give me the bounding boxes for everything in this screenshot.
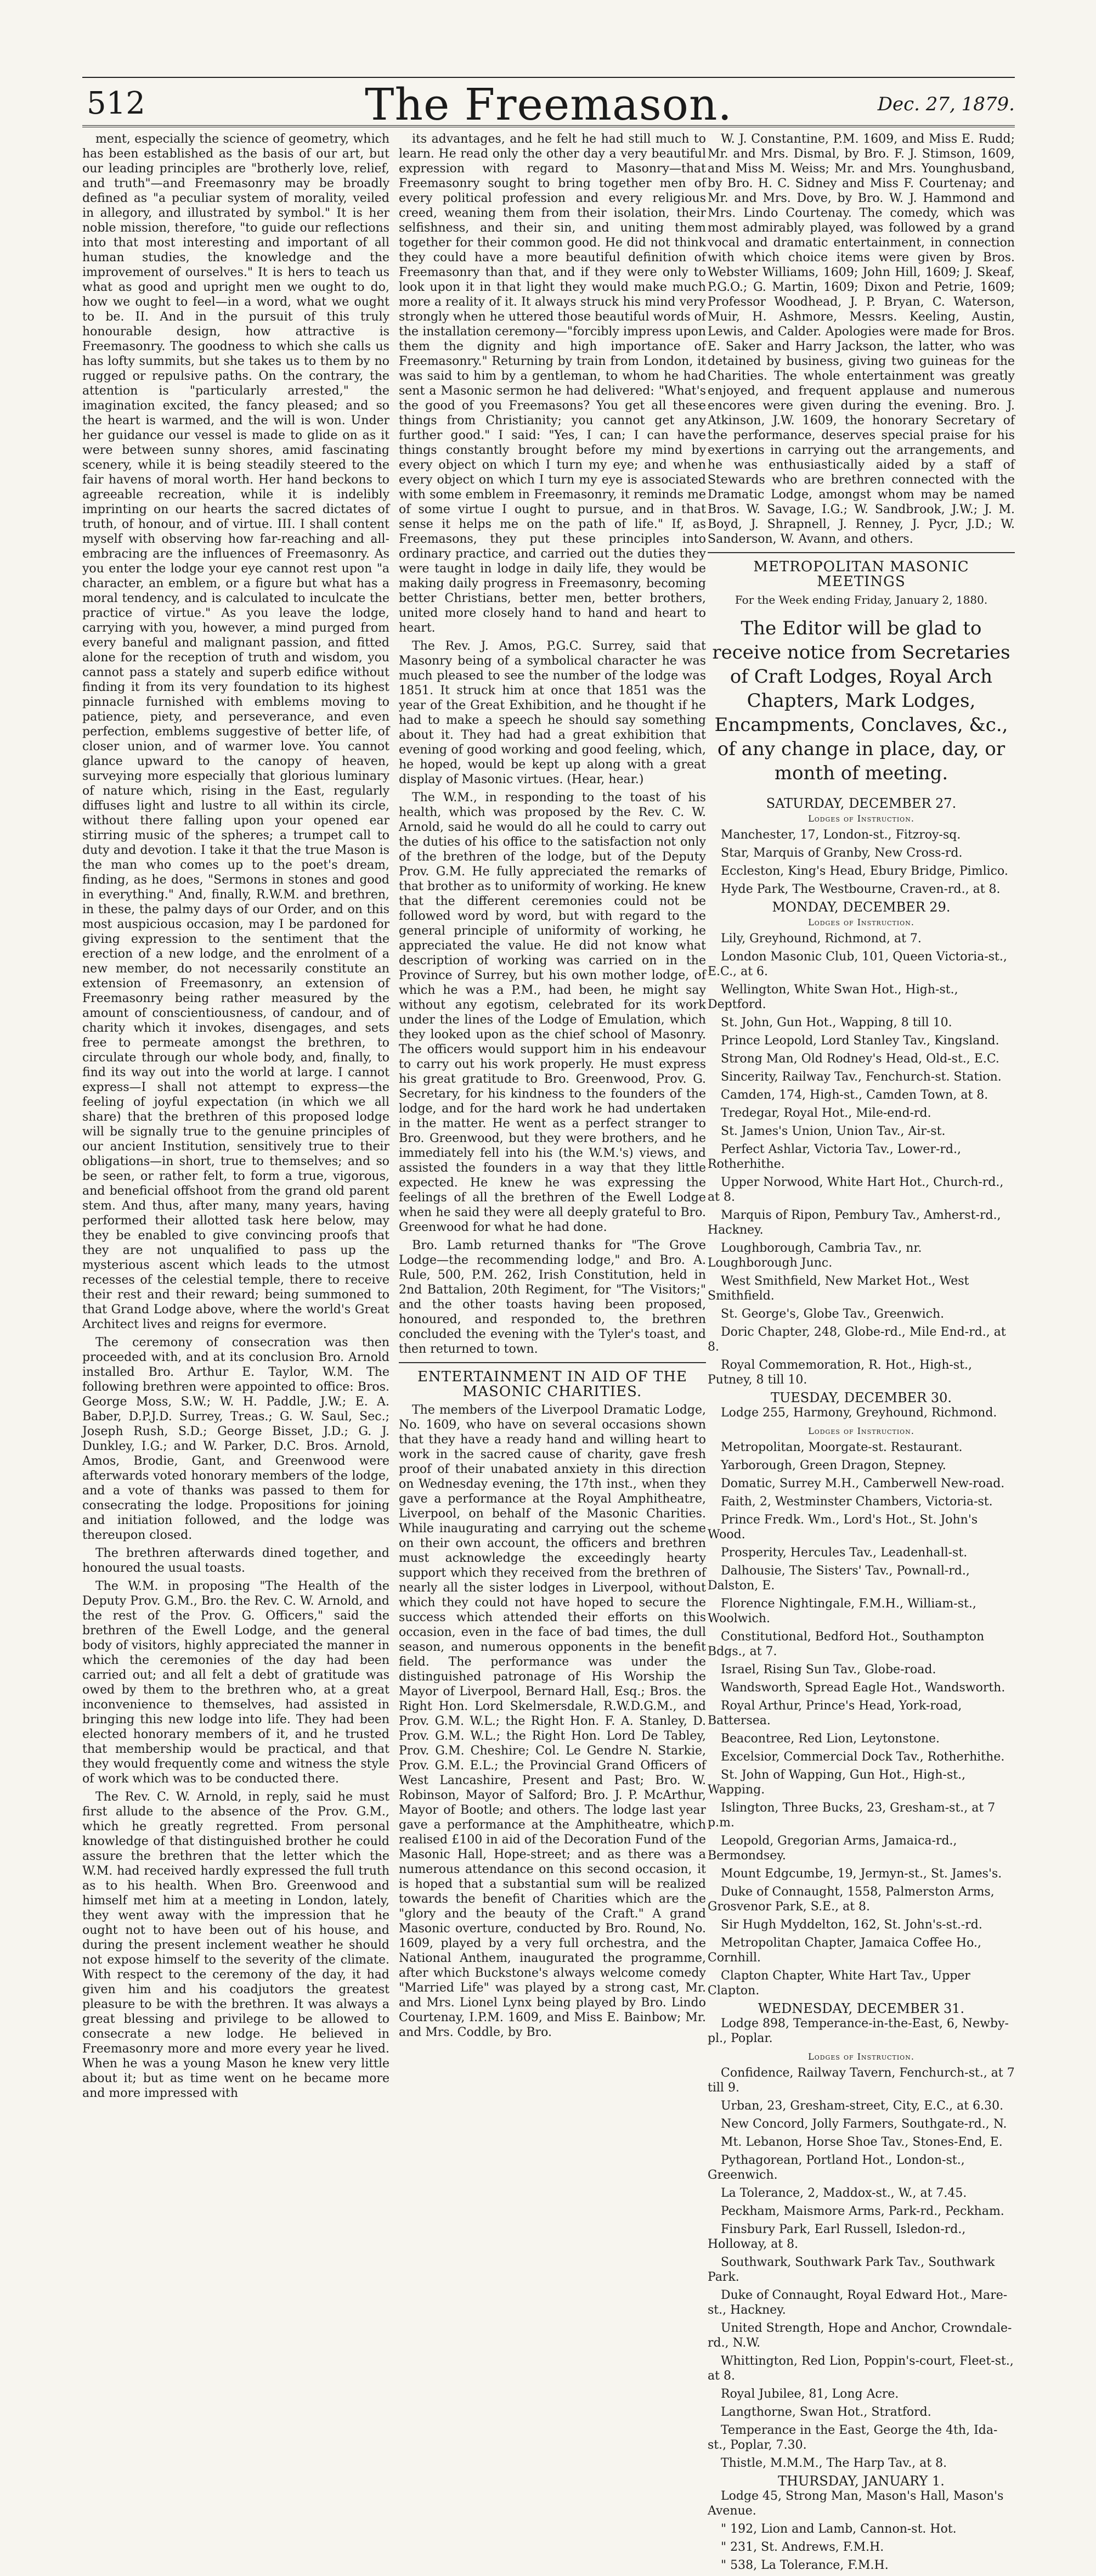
list-item: Finsbury Park, Earl Russell, Isledon-rd., Holloway, at 8.	[708, 2223, 966, 2251]
lodges-label: Lodges of Instruction.	[808, 813, 914, 824]
paragraph: The Rev. C. W. Arnold, in reply, said he must first allude to the absence of the Prov. G.M., which he greatly regretted. From personal knowledge of that distinguished brother he could assure the brethren that the letter which the W.M. had received hardly expressed the full truth as to his health. When Bro. Greenwood and himself met him at a meeting in London, lately, they went away with the impression that he ought not to have been out of his house, and during the present inclement weather he should not expose himself to the severity of the climate. With respect to the ceremony of the day, it had given him and his coadjutors the greatest pleasure to be with the brethren. It was always a great blessing and privilege to be allowed to consecrate a new lodge. He believed in Freemasonry more and more every year he lived. When he was a young Mason he knew very little about it; but as time went on he became more and more impressed with	[82, 1790, 389, 2100]
lodges-label: Lodges of Instruction.	[808, 2051, 914, 2062]
list-item: New Concord, Jolly Farmers, Southgate-rd., N.	[721, 2117, 1007, 2131]
day-heading: MONDAY, DECEMBER 29.	[772, 899, 951, 915]
list-item: Wandsworth, Spread Eagle Hot., Wandsworth.	[721, 1681, 1005, 1695]
column-1	[82, 132, 389, 2104]
list-item: Excelsior, Commercial Dock Tav., Rotherhithe.	[721, 1750, 1005, 1764]
list-item: Duke of Connaught, 1558, Palmerston Arms, Grosvenor Park, S.E., at 8.	[708, 1885, 995, 1914]
day-heading: SATURDAY, DECEMBER 27.	[766, 796, 957, 811]
list-item: Sincerity, Railway Tav., Fenchurch-st. Station.	[721, 1070, 1002, 1084]
column-2	[399, 132, 706, 2043]
list-item: Prince Leopold, Lord Stanley Tav., Kingsland.	[721, 1034, 999, 1048]
page-header	[82, 77, 1015, 130]
list-item: Tredegar, Royal Hot., Mile-end-rd.	[721, 1106, 931, 1120]
section-rule	[708, 552, 1015, 553]
paragraph: ment, especially the science of geometry, which has been established as the basis of our art, but our leading principles are "brotherly love, relief, and truth"—and Freemasonry may be broadly defined as "a peculiar system of morality, veiled in allegory, and illustrated by symbol." It is her noble mission, therefore, "to guide our reflections into that most interesting and important of all human studies, the knowledge and the improvement of ourselves." It is hers to teach us what as good and upright men we ought to do, how we ought to feel—in a word, what we ought to be. II. And in the pursuit of this truly honourable design, how attractive is Freemasonry. The goodness to which she calls us has lofty summits, but she takes us to them by no rugged or repulsive paths. On the contrary, the attention is "particularly arrested," the imagination excited, the fancy pleased; and so the heart is warmed, and the will is won. Under her guidance our vessel is made to glide on as it were between sunny shores, amid fascinating scenery, while it is being steadily steered to the fair havens of moral worth. Her hand beckons to agreeable recreation, while it is indelibly imprinting on our hearts the sacred dictates of truth, of honour, and of virtue. III. I shall content myself with observing how far-reaching and all-embracing are the influences of Freemasonry. As you enter the lodge your eye cannot rest upon "a character, an emblem, or a figure but what has a moral tendency, and is calculated to inculcate the practice of virtue." As you leave the lodge, carrying with you, however, a mind purged from every baneful and malignant passion, and fitted alone for the reception of truth and wisdom, you cannot pass a stately and superb edifice without finding it from its very foundation to its highest pinnacle furnished with emblems moving to patience, piety, and perseverance, and even perfection, emblems suggestive of better life, of closer union, and of warmer love. You cannot glance upward to the canopy of heaven, surveying more especially that glorious luminary of nature which, rising in the East, regularly diffuses light and lustre to all within its circle, without there falling upon your opened ear stirring music of the spheres; a trumpet call to duty and devotion. I take it that the true Mason is the man who comes up to the poet's dream, finding, as he does, "Sermons in stones and good in everything." And, finally, R.W.M. and brethren, in these, the palmy days of our Order, and on this most auspicious occasion, may I be pardoned for giving expression to the sentiment that the erection of a new lodge, and the enrolment of a new member, do not necessarily constitute an extension of Freemasonry, an extension of Freemasonry being rather measured by the amount of conscientiousness, of candour, and of charity which it invokes, disengages, and sets free to permeate amongst the brethren, to circulate through our whole body, and, finally, to find its way out into the world at large. I cannot express—I shall not attempt to express—the feeling of joyful expectation (in which we all share) that the brethren of this proposed lodge will be signally true to the genuine principles of our ancient Institution, sensitively true to their obligations—in short, true to themselves; and so be seen, or rather felt, to form a true, vigorous, and beneficial offshoot from the grand old parent stem. And thus, after many, many years, having performed their allotted task here below, may they be enabled to give convincing proofs that they are not unqualified to pass up the mysterious ascent which leads to the utmost recesses of the celestial temple, there to receive their rest and their reward; being summoned to that Grand Lodge above, where the world's Great Architect lives and reigns for evermore.	[82, 132, 389, 1331]
list-item: Manchester, 17, London-st., Fitzroy-sq.	[721, 828, 961, 842]
list-item: Loughborough, Cambria Tav., nr. Loughborough Junc.	[708, 1241, 922, 1270]
list-item: Sir Hugh Myddelton, 162, St. John's-st.-rd.	[721, 1918, 982, 1932]
list-item: Pythagorean, Portland Hot., London-st., Greenwich.	[708, 2153, 965, 2182]
list-item: Beacontree, Red Lion, Leytonstone.	[721, 1732, 940, 1746]
list-item: Thistle, M.M.M., The Harp Tav., at 8.	[721, 2456, 947, 2470]
list-item: Domatic, Surrey M.H., Camberwell New-road.	[721, 1477, 1005, 1491]
list-item: Lodge 45, Strong Man, Mason's Hall, Mason's Avenue.	[708, 2489, 1004, 2518]
lodges-label: Lodges of Instruction.	[808, 1426, 914, 1436]
list-item: La Tolerance, 2, Maddox-st., W., at 7.45.	[721, 2186, 967, 2200]
day-heading: WEDNESDAY, DECEMBER 31.	[758, 2001, 965, 2016]
list-item: Marquis of Ripon, Pembury Tav., Amherst-rd., Hackney.	[708, 1208, 1001, 1237]
day-heading: TUESDAY, DECEMBER 30.	[770, 1390, 952, 1405]
list-item: Urban, 23, Gresham-street, City, E.C., at 6.30.	[721, 2099, 1004, 2113]
list-item: Lodge 255, Harmony, Greyhound, Richmond.	[721, 1406, 997, 1420]
list-item: Wellington, White Swan Hot., High-st., Deptford.	[708, 983, 958, 1011]
list-item: " 538, La Tolerance, F.M.H.	[721, 2558, 889, 2572]
list-item: Mt. Lebanon, Horse Shoe Tav., Stones-End, E.	[721, 2135, 1003, 2149]
meetings-subtitle: For the Week ending Friday, January 2, 1880.	[735, 593, 988, 606]
list-item: St. John, Gun Hot., Wapping, 8 till 10.	[721, 1016, 952, 1030]
list-item: Temperance in the East, George the 4th, Ida-st., Poplar, 7.30.	[708, 2423, 998, 2452]
list-item: Langthorne, Swan Hot., Stratford.	[721, 2405, 931, 2419]
list-item: Hyde Park, The Westbourne, Craven-rd., at 8.	[721, 882, 1001, 896]
list-item: Confidence, Railway Tavern, Fenchurch-st., at 7 till 9.	[708, 2066, 1015, 2095]
day-heading: THURSDAY, JANUARY 1.	[778, 2473, 945, 2489]
list-item: " 231, St. Andrews, F.M.H.	[721, 2540, 884, 2554]
list-item: Strong Man, Old Rodney's Head, Old-st., E.C.	[721, 1052, 999, 1066]
list-item: St. George's, Globe Tav., Greenwich.	[721, 1307, 945, 1321]
paragraph: The W.M. in proposing "The Health of the Deputy Prov. G.M., Bro. the Rev. C. W. Arnold, and the rest of the Prov. G. Officers," said the brethren of the Ewell Lodge, and the general body of visitors, highly appreciated the manner in which the ceremonies of the day had been carried out; and all felt a debt of gratitude was owed by them to the brethren who, at a great inconvenience to themselves, had assisted in bringing this new lodge into life. They had been elected honorary members of it, and he trusted that membership would be practical, and that they would frequently come and witness the style of work which was to be conducted there.	[82, 1579, 389, 1786]
paragraph: W. J. Constantine, P.M. 1609, and Miss E. Rudd; Mr. and Mrs. Dismal, by Bro. F. J. Stimson, 1609, and Miss M. Weiss; Mr. and Mrs. Younghusband, by Bro. H. C. Sidney and Miss F. Courtenay; and Mr. and Mrs. Dove, by Bro. W. J. Hammond and Mrs. Lindo Courtenay. The comedy, which was most admirably played, was followed by a grand vocal and dramatic entertainment, in connection with which choice items were given by Bros. Webster Williams, 1609; John Hill, 1609; J. Skeaf, P.G.O.; G. Martin, 1609; Dixon and Petrie, 1609; Professor Woodhead, J. P. Bryan, C. Waterson, Muir, H. Ashmore, Messrs. Keeling, Austin, Lewis, and Calder. Apologies were made for Bros. E. Saker and Harry Jackson, the latter, who was detained by business, giving two guineas for the Charities. The whole entertainment was greatly enjoyed, and frequent applause and numerous encores were given during the evening. Bro. J. Atkinson, J.W. 1609, the honorary Secretary of the performance, deserves special praise for his exertions in carrying out the arrangements, and he was enthusiastically aided by a staff of Stewards who are brethren connected with the Dramatic Lodge, amongst whom may be named Bros. W. Savage, I.G.; W. Sandbrook, J.W.; J. M. Boyd, J. Shrapnell, J. Renney, J. Pycr, J.D.; W. Sanderson, W. Avann, and others.	[708, 132, 1015, 546]
paragraph: The W.M., in responding to the toast of his health, which was proposed by the Rev. C. W. Arnold, said he would do all he could to carry out the duties of his office to the satisfaction not only of the brethren of the lodge, but of the Deputy Prov. G.M. He fully appreciated the remarks of that brother as to uniformity of working. He knew that the different ceremonies could not be followed word by word, but with regard to the general principle of uniformity of working, he appreciated the value. He did not know what description of working was carried on in the Province of Surrey, but his own mother lodge, of which he was a P.M., had been, he might say without any egotism, celebrated for its work under the lines of the Lodge of Emulation, which they looked upon as the chief school of Masonry. The officers would support him in his endeavour to carry out his work properly. He must express his great gratitude to Bro. Greenwood, Prov. G. Secretary, for his kindness to the founders of the lodge, and for the hard work he had undertaken in the matter. He went as a perfect stranger to Bro. Greenwood, but they were brothers, and he immediately fell into his (the W.M.'s) views, and assisted the founders in a way that they little expected. He knew he was expressing the feelings of all the brethren of the Ewell Lodge when he said they were all deeply grateful to Bro. Greenwood for what he had done.	[399, 791, 706, 1234]
list-item: Clapton Chapter, White Hart Tav., Upper Clapton.	[708, 1969, 970, 1998]
section-rule	[399, 1362, 706, 1363]
list-item: Star, Marquis of Granby, New Cross-rd.	[721, 846, 963, 860]
page-number: 512	[87, 86, 145, 121]
entertainment-body: The members of the Liverpool Dramatic Lodge, No. 1609, who have on several occasions shown that they have a ready hand and willing heart to work in the sacred cause of charity, gave fresh proof of their unabated anxiety in this direction on Wednesday evening, the 17th inst., when they gave a performance at the Royal Amphitheatre, Liverpool, on behalf of the Masonic Charities. While inaugurating and carrying out the scheme on their own account, the officers and brethren must acknowledge the exceedingly hearty support which they received from the brethren of nearly all the sister lodges in Liverpool, without which they could not have hoped to secure the success which attended their efforts on this occasion, even in the face of bad times, the dull season, and numerous opponents in the benefit field. The performance was under the distinguished patronage of His Worship the Mayor of Liverpool, Bernard Hall, Esq.; Bros. the Right Hon. Lord Skelmersdale, R.W.D.G.M., and Prov. G.M. W.L.; the Right Hon. F. A. Stanley, D. Prov. G.M. W.L.; the Right Hon. Lord De Tabley, Prov. G.M. Cheshire; Col. Le Gendre N. Starkie, Prov. G.M. E.L.; the Provincial Grand Officers of West Lancashire, Present and Past; Bro. W. Robinson, Mayor of Salford; Bro. J. P. McArthur, Mayor of Bootle; and others. The lodge last year gave a performance at the Amphitheatre, which realised £100 in aid of the Decoration Fund of the Masonic Hall, Hope-street; and as there was a numerous attendance on this second occasion, it is hoped that a substantial sum will be realized towards the benefit of Charities which are the "glory and the beauty of the Craft." A grand Masonic overture, conducted by Bro. Round, No. 1609, played by a very full orchestra, and the National Anthem, inaugurated the programme, after which Buckstone's always welcome comedy "Married Life" was played by a strong cast, Mr. and Mrs. Lionel Lynx being played by Bro. Lindo Courtenay, I.P.M. 1609, and Miss E. Bainbow; Mr. and Mrs. Coddle, by Bro.	[399, 1403, 706, 2039]
list-item: Yarborough, Green Dragon, Stepney.	[721, 1459, 946, 1472]
list-item: Prince Fredk. Wm., Lord's Hot., St. John's Wood.	[708, 1513, 978, 1542]
list-item: Perfect Ashlar, Victoria Tav., Lower-rd., Rotherhithe.	[708, 1143, 961, 1171]
list-item: Peckham, Maismore Arms, Park-rd., Peckham.	[721, 2204, 1004, 2218]
list-item: Constitutional, Bedford Hot., Southampton Bdgs., at 7.	[708, 1630, 985, 1658]
thursday-list	[708, 2489, 1015, 2573]
list-item: Camden, 174, High-st., Camden Town, at 8.	[721, 1088, 988, 1102]
list-item: Metropolitan Chapter, Jamaica Coffee Ho., Cornhill.	[708, 1936, 981, 1965]
monday-list	[708, 931, 1015, 1387]
tuesday-list	[708, 1440, 1015, 1998]
list-item: Eccleston, King's Head, Ebury Bridge, Pimlico.	[721, 864, 1008, 878]
list-item: Royal Commemoration, R. Hot., High-st., Putney, 8 till 10.	[708, 1358, 973, 1387]
list-item: Islington, Three Bucks, 23, Gresham-st., at 7 p.m.	[708, 1801, 996, 1830]
list-item: United Strength, Hope and Anchor, Crowndale-rd., N.W.	[708, 2321, 1012, 2350]
header-rule	[82, 125, 1015, 127]
paragraph: its advantages, and he felt he had still much to learn. He read only the other day a very beautiful expression with regard to Masonry—that Freemasonry sought to bring together men of every political profession and every religious creed, weaning them from their isolation, their selfishness, and their sin, and uniting them together for their common good. He did not think they could have a more beautiful definition of Freemasonry than that, and if they were only to look upon it in that light they would make much more a reality of it. It always struck his mind very strongly when he uttered those beautiful words of the installation ceremony—"forcibly impress upon them the dignity and high importance of Freemasonry." Returning by train from London, it was said to him by a gentleman, to whom he had sent a Masonic sermon he had delivered: "What's the good of you Freemasons? You get all these things from Christianity; you cannot get any further good." I said: "Yes, I can; I can have things constantly brought before my mind by every object on which I turn my eye; and when every object on which I turn my eye is associated with some emblem in Freemasonry, it reminds me of some virtue I ought to pursue, and in that sense it helps me on the path of life." If, as Freemasons, they put these principles into ordinary practice, and carried out the duties they were taught in lodge in daily life, they would be making daily progress in Freemasonry, becoming better Christians, better men, better brothers, united more closely hand to hand and heart to heart.	[399, 132, 706, 635]
column-3	[708, 132, 1015, 2576]
list-item: Lily, Greyhound, Richmond, at 7.	[721, 932, 922, 946]
list-item: Florence Nightingale, F.M.H., William-st., Woolwich.	[708, 1597, 976, 1626]
editor-note: The Editor will be glad to receive notice from Secretaries of Craft Lodges, Royal Arch Chapters, Mark Lodges, Encampments, Conclaves, &c., of any change in place, day, or month of meeting.	[712, 617, 1010, 784]
entertainment-title: ENTERTAINMENT IN AID OF THE MASONIC CHARITIES.	[417, 1369, 687, 1400]
list-item: Faith, 2, Westminster Chambers, Victoria-st.	[721, 1495, 993, 1509]
saturday-list	[708, 828, 1015, 897]
list-item: Metropolitan, Moorgate-st. Restaurant.	[721, 1441, 963, 1454]
list-item: Royal Arthur, Prince's Head, York-road, Battersea.	[708, 1699, 962, 1728]
list-item: St. James's Union, Union Tav., Air-st.	[721, 1124, 946, 1138]
masthead-title: The Freemason.	[365, 79, 732, 130]
list-item: Doric Chapter, 248, Globe-rd., Mile End-rd., at 8.	[708, 1325, 1006, 1354]
paragraph: Bro. Lamb returned thanks for "The Grove Lodge—the recommending lodge," and Bro. A. Rule, 500, P.M. 262, Irish Constitution, held in 2nd Battalion, 20th Regiment, for "The Visitors;" and the other toasts having been proposed, honoured, and responded to, the brethren concluded the evening with the Tyler's toast, and then returned to town.	[399, 1239, 706, 1356]
paragraph: The Rev. J. Amos, P.G.C. Surrey, said that Masonry being of a symbolical character he was much pleased to see the number of the lodge was 1851. It struck him at once that 1851 was the year of the Great Exhibition, and he thought if he had to make a speech he should say something about it. They had had a great exhibition that evening of good working and good feeling, which, he hoped, would be kept up along with a great display of Masonic virtues. (Hear, hear.)	[399, 639, 706, 786]
list-item: Royal Jubilee, 81, Long Acre.	[721, 2387, 899, 2401]
list-item: Upper Norwood, White Hart Hot., Church-rd., at 8.	[708, 1175, 1004, 1204]
meetings-title: METROPOLITAN MASONIC MEETINGS	[753, 559, 969, 590]
list-item: Dalhousie, The Sisters' Tav., Pownall-rd., Dalston, E.	[708, 1564, 970, 1593]
list-item: St. John of Wapping, Gun Hot., High-st., Wapping.	[708, 1768, 966, 1797]
paragraph: The ceremony of consecration was then proceeded with, and at its conclusion Bro. Arnold installed Bro. Arthur E. Taylor, W.M. The following brethren were appointed to office: Bros. George Moss, S.W.; W. H. Paddle, J.W.; E. A. Baber, D.P.J.D. Surrey, Treas.; G. W. Saul, Sec.; Joseph Rush, S.D.; George Bisset, J.D.; G. J. Dunkley, I.G.; and W. Parker, D.C. Bros. Arnold, Amos, Brodie, Gant, and Greenwood were afterwards voted honorary members of the lodge, and a vote of thanks was passed to them for consecrating the lodge. Propositions for joining and initiation followed, and the lodge was thereupon closed.	[82, 1336, 389, 1542]
list-item: Whittington, Red Lion, Poppin's-court, Fleet-st., at 8.	[708, 2354, 1014, 2383]
paragraph: The brethren afterwards dined together, and honoured the usual toasts.	[82, 1546, 389, 1575]
wednesday-list	[708, 2066, 1015, 2471]
list-item: Southwark, Southwark Park Tav., Southwark Park.	[708, 2256, 995, 2284]
list-item: Israel, Rising Sun Tav., Globe-road.	[721, 1663, 936, 1677]
list-item: " 192, Lion and Lamb, Cannon-st. Hot.	[721, 2522, 957, 2536]
list-item: Leopold, Gregorian Arms, Jamaica-rd., Bermondsey.	[708, 1834, 957, 1863]
list-item: Lodge 898, Temperance-in-the-East, 6, Newby-pl., Poplar.	[708, 2017, 1009, 2045]
list-item: London Masonic Club, 101, Queen Victoria-st., E.C., at 6.	[708, 950, 1007, 978]
list-item: West Smithfield, New Market Hot., West Smithfield.	[708, 1274, 969, 1303]
list-item: Duke of Connaught, Royal Edward Hot., Mare-st., Hackney.	[708, 2288, 1008, 2317]
list-item: Mount Edgcumbe, 19, Jermyn-st., St. James's.	[721, 1867, 1002, 1881]
issue-date: Dec. 27, 1879.	[877, 93, 1015, 115]
lodges-label: Lodges of Instruction.	[808, 917, 914, 927]
list-item: Prosperity, Hercules Tav., Leadenhall-st.	[721, 1546, 968, 1560]
